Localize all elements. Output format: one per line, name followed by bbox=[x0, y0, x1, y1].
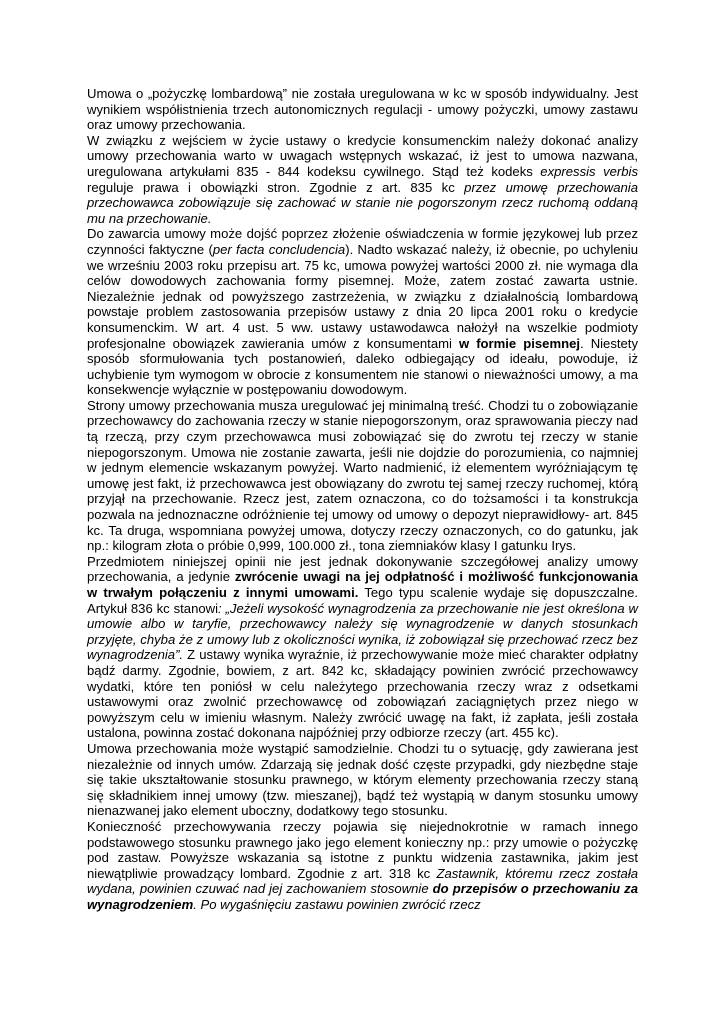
document-page bbox=[87, 86, 638, 912]
italic-quote: Zastawnik, któremu rzecz została wydana, powinien czuwać nad jej zachowaniem stosownie bbox=[87, 865, 639, 897]
text-run: Przedmiotem niniejszej opinii nie jest jednak dokonywanie szczegółowej analizy umowy przechowania, a jedynie bbox=[87, 553, 638, 585]
bold-italic-phrase: do przepisów o przechowaniu za wynagrodzeniem bbox=[87, 881, 639, 912]
paragraph-4 bbox=[87, 398, 638, 554]
bold-phrase: zwrócenie uwagi na jej odpłatność i możliwość funkcjonowania w trwałym połączeniu z innymi umowami. bbox=[87, 569, 638, 600]
text-run: Umowa o „pożyczkę lombardową” nie została uregulowana w kc w sposób indywidualny. Jest wynikiem współistnienia trzech autonomicznych regulacji - umowy pożyczki, umowy zastawu oraz umowy przechowania. bbox=[87, 86, 638, 133]
italic-quote: . Po wygaśnięciu zastawu powinien zwrócić rzecz bbox=[193, 896, 481, 912]
text-run: ). Nadto wskazać należy, iż obecnie, po uchyleniu we wrześniu 2003 roku przepisu art. 75 kc, umowa powyżej wartości 2000 zł. nie wymaga dla celów dowodowych zachowania formy pisemnej. Może, zatem zostać zawarta ustnie. Niezależnie jednak od powyższego zastrzeżenia, w związku z działalnością lombardową powstaje problem zastosowania przepisów ustawy z dnia 20 lipca 2001 roku o kredycie konsumenckim. W art. 4 ust. 5 ww. ustawy ustawodawca nałożył na wszelkie podmioty profesjonalne obowiązek zawierania umów z konsumentami bbox=[87, 241, 638, 351]
text-run: Strony umowy przechowania musza uregulować jej minimalną treść. Chodzi tu o zobowiązanie przechowawcy do zachowania rzeczy w stanie niepogorszonym, oraz sprawowania pieczy nad tą rzeczą, przy czym przechowawca musi zobowiązać się do zwrotu tej rzeczy w stanie niepogorszonym. Umowa nie zostanie zawarta, jeśli nie dojdzie do porozumienia, co najmniej w jednym elemencie wskazanym powyżej. Warto nadmienić, iż elementem wyróżniającym tę umowę jest fakt, iż przechowawca jest obowiązany do zwrotu tej samej rzeczy ruchomej, którą przyjął na przechowanie. Rzecz jest, zatem oznaczona, co do tożsamości i ta konstrukcja pozwala na jednoznaczne odróżnienie tej umowy od umowy o depozyt nieprawidłowy- art. 845 kc. Ta druga, wspomniana powyżej umowa, dotyczy rzeczy oznaczonych, co do gatunku, jak np.: kilogram złota o próbie 0,999, 100.000 zł., tona ziemniaków klasy I gatunku Irys. bbox=[87, 397, 638, 554]
text-run: Z ustawy wynika wyraźnie, iż przechowywanie może mieć charakter odpłatny bądź darmy. Zgodnie, bowiem, z art. 842 kc, składający powinien zwrócić przechowawcy wydatki, które ten poniósł w celu należytego przechowania rzeczy wraz z odsetkami ustawowymi oraz zwolnić przechowawcę od zobowiązań zaciągniętych przez niego w powyższym celu w imieniu własnym. Należy zwrócić uwagę na fakt, iż zapłata, jeśli została ustalona, powinna zostać dokonana najpóźniej przy odbiorze rzeczy (art. 455 kc). bbox=[87, 647, 638, 741]
text-run: reguluje prawa i obowiązki stron. Zgodnie z art. 835 kc bbox=[87, 179, 465, 195]
paragraph-7 bbox=[87, 819, 638, 913]
text-run: W związku z wejściem w życie ustawy o kredycie konsumenckim należy dokonać analizy umowy przechowania warto w uwagach wstępnych wskazać, iż jest to umowa nazwana, uregulowana artykułami 835 - 844 kodeksu cywilnego. Stąd też kodeks bbox=[87, 132, 638, 179]
text-run: Tego typu scalenie wydaje się dopuszczalne. Artykuł 836 kc stanowi bbox=[87, 585, 638, 616]
text-run: Do zawarcia umowy może dojść poprzez złożenie oświadczenia w formie językowej lub przez czynności faktyczne ( bbox=[87, 226, 638, 257]
paragraph-2 bbox=[87, 133, 638, 227]
italic-quote: przez umowę przechowania przechowawca zobowiązuje się zachować w stanie nie pogorszonym rzecz ruchomą oddaną mu na przechowanie. bbox=[87, 179, 638, 226]
italic-phrase: per facta concludencia bbox=[212, 241, 346, 257]
paragraph-6 bbox=[87, 741, 638, 819]
paragraph-1 bbox=[87, 86, 638, 133]
paragraph-5 bbox=[87, 554, 638, 741]
italic-quote: : „Jeżeli wysokość wynagrodzenia za przechowanie nie jest określona w umowie albo w taryfie, przechowawcy należy się wynagrodzenie w danych stosunkach przyjęte, chyba że z umowy lub z okoliczności wynika, iż zobowiązał się przechować rzecz bez wynagrodzenia”. bbox=[87, 600, 638, 663]
text-run: . Niestety sposób sformułowania tych postanowień, daleko odbiegający od ideału, powoduje, iż uchybienie tym wymogom w obrocie z konsumentem nie stanowi o nieważności umowy, a ma konsekwencje wyłącznie w postępowaniu dowodowym. bbox=[87, 335, 638, 398]
text-run: Umowa przechowania może wystąpić samodzielnie. Chodzi tu o sytuację, gdy zawierana jest niezależnie od innych umów. Zdarzają się jednak dość częste przypadki, gdy niezbędne staje się takie ukształtowanie stosunku prawnego, w którym elementy przechowania rzeczy staną się składnikiem innej umowy (tzw. mieszanej), bądź też wystąpią w danym stosunku umowy nienazwanej jako element uboczny, dodatkowy tego stosunku. bbox=[87, 740, 638, 819]
bold-phrase: w formie pisemnej bbox=[458, 335, 581, 351]
text-run: Konieczność przechowywania rzeczy pojawia się niejednokrotnie w ramach innego podstawowego stosunku prawnego jako jego element konieczny np.: przy umowie o pożyczkę pod zastaw. Powyższe wskazania są istotne z punktu widzenia zastawnika, jakim jest niewątpliwie prowadzący lombard. Zgodnie z art. 318 kc bbox=[87, 818, 638, 881]
italic-phrase: expressis verbis bbox=[540, 163, 638, 179]
paragraph-3 bbox=[87, 226, 638, 398]
